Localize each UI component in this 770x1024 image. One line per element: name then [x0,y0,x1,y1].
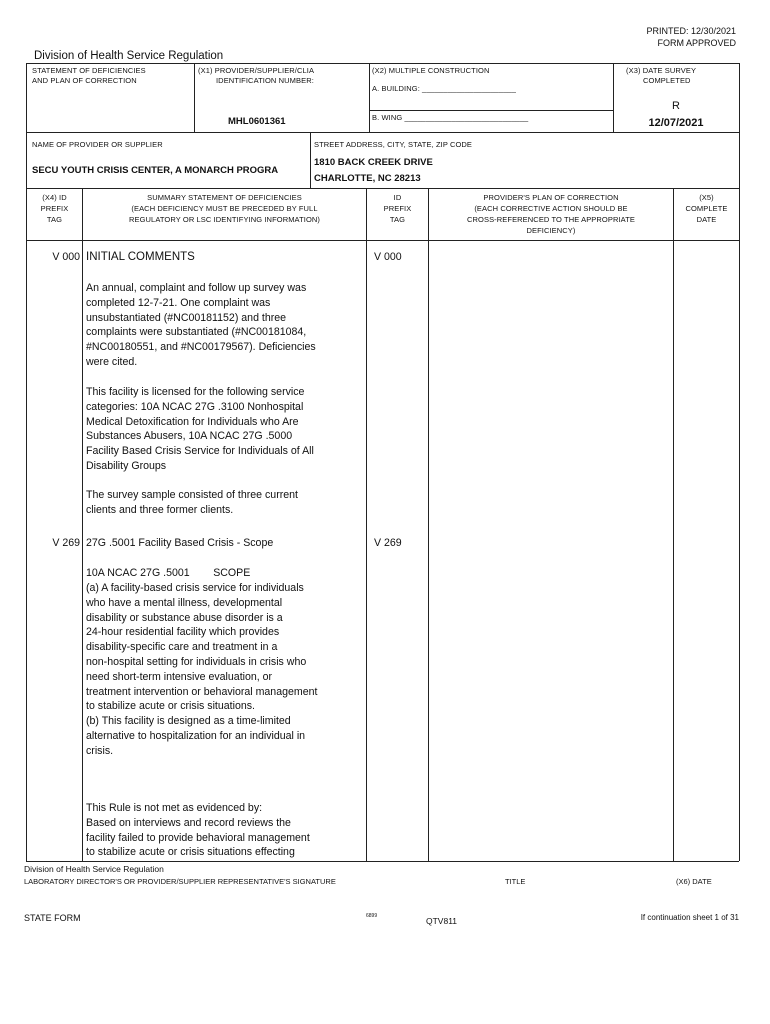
x4-header-3: TAG [46,215,63,224]
prefix-tag-v269: V 269 [52,537,80,549]
x3-label-2: COMPLETED [643,76,691,85]
id-header-2: PREFIX [383,204,412,213]
address-line-2: CHARLOTTE, NC 28213 [314,173,421,184]
footer-division: Division of Health Service Regulation [24,864,164,874]
x4-header-2: PREFIX [40,204,69,213]
address-label: STREET ADDRESS, CITY, STATE, ZIP CODE [314,140,473,149]
survey-code: R [672,100,680,112]
provider-name-value: SECU YOUTH CRISIS CENTER, A MONARCH PROGRA [32,165,279,176]
rule-top [26,63,739,64]
summary-header-3: REGULATORY OR LSC IDENTIFYING INFORMATION) [128,215,321,224]
provider-name-label: NAME OF PROVIDER OR SUPPLIER [32,140,163,149]
plan-tag-v000: V 000 [374,251,402,263]
rule-body-bottom [26,861,739,862]
v000-paragraph-2: This facility is licensed for the following service categories: 10A NCAC 27G .3100 Nonhospital Medical Detoxification for Individuals who Are Substances Abusers, 10A NCAC 27G .5000 Facility Based Crisis Service for Individuals of All Disability Groups [86,386,314,472]
plan-header-3: CROSS-REFERENCED TO THE APPROPRIATE [467,215,635,224]
col-divider-3 [428,188,429,861]
plan-header-1: PROVIDER'S PLAN OF CORRECTION [483,193,619,202]
col-divider-4 [673,188,674,861]
v269-findings: This Rule is not met as evidenced by: Based on interviews and record reviews the facility failed to provide behavioral management to stabilize acute or crisis situations effecting [86,802,310,859]
plan-tag-v269: V 269 [374,537,402,549]
form-status: FORM APPROVED [657,38,736,48]
statement-label-2: AND PLAN OF CORRECTION [32,76,137,85]
title-label: TITLE [505,877,526,886]
v000-paragraph-3: The survey sample consisted of three current clients and three former clients. [86,489,298,516]
printed-date: PRINTED: 12/30/2021 [646,26,736,36]
continuation-sheet: If continuation sheet 1 of 31 [640,913,739,922]
divider-x1 [194,63,195,132]
x5-header-1: (X5) [699,193,714,202]
x5-header-2: COMPLETE [685,204,728,213]
col-divider-1 [82,188,83,861]
rule-provider-bottom [26,188,739,189]
v269-title: 27G .5001 Facility Based Crisis - Scope [86,537,274,549]
provider-id-value: MHL0601361 [228,116,286,127]
border-left [26,63,27,861]
col-divider-2 [366,188,367,861]
statement-label-1: STATEMENT OF DEFICIENCIES [32,66,146,75]
address-line-1: 1810 BACK CREEK DRIVE [314,157,433,168]
rule-x2-split [369,110,613,111]
x2-label: (X2) MULTIPLE CONSTRUCTION [372,66,490,75]
summary-header-2: (EACH DEFICIENCY MUST BE PRECEDED BY FULL [131,204,318,213]
divider-provider [310,132,311,188]
v269-rule-text: (a) A facility-based crisis service for individuals who have a mental illness, developmental disability or substance abuse disorder is a 24-hour residential facility which provides disability-specific care and treatment in a non-hospital setting for individuals in crisis who need short-term intensive evaluation, or treatment intervention or behavioral management to stabilize acute or crisis situations. (b) This facility is designed as a time-limited alternative to hospitalization for an individual in crisis. [86,582,318,757]
rule-top-boxes-bottom [26,132,739,133]
wing-label: B. WING _____________________________ [372,113,529,122]
division-title: Division of Health Service Regulation [34,50,224,62]
rule-column-header-bottom [26,240,739,241]
signature-label: LABORATORY DIRECTOR'S OR PROVIDER/SUPPLIER REPRESENTATIVE'S SIGNATURE [24,877,336,886]
plan-header-4: DEFICIENCY) [526,226,576,235]
x4-header-1: (X4) ID [42,193,67,202]
id-header-3: TAG [389,215,406,224]
date-label: (X6) DATE [676,877,712,886]
survey-completed-date: 12/07/2021 [648,117,704,129]
event-id: QTV811 [426,916,458,926]
plan-header-2: (EACH CORRECTIVE ACTION SHOULD BE [474,204,628,213]
x1-label-1: (X1) PROVIDER/SUPPLIER/CLIA [198,66,315,75]
form-number: 6899 [366,913,378,919]
id-header-1: ID [393,193,402,202]
border-right [739,63,740,861]
v269-rule-heading: 10A NCAC 27G .5001 SCOPE [86,567,251,579]
x1-label-2: IDENTIFICATION NUMBER: [216,76,314,85]
prefix-tag-v000: V 000 [52,251,80,263]
v000-title: INITIAL COMMENTS [86,251,195,263]
x3-label-1: (X3) DATE SURVEY [626,66,697,75]
summary-header-1: SUMMARY STATEMENT OF DEFICIENCIES [147,193,302,202]
divider-x2 [369,63,370,132]
x5-header-3: DATE [696,215,717,224]
state-form-label: STATE FORM [24,913,81,923]
v000-paragraph-1: An annual, complaint and follow up survey was completed 12-7-21. One complaint was unsubstantiated (#NC00181152) and three complaints were substantiated (#NC00181084, #NC00180551, and #NC00179567). Deficiencies were cited. [86,282,316,368]
building-label: A. BUILDING: ______________________ [372,84,517,93]
